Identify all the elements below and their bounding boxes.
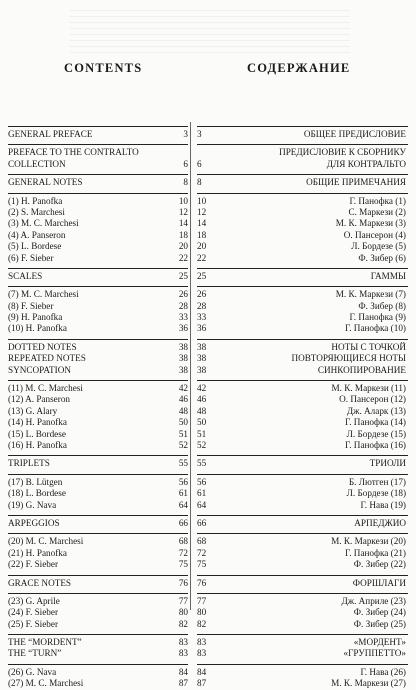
- toc-page-number: 48: [178, 405, 188, 416]
- toc-title: SYNCOPATION: [8, 364, 71, 375]
- toc-row: [8, 286, 188, 300]
- toc-page-number: 33: [178, 312, 188, 323]
- toc-title: (4) A. Panseron: [8, 229, 66, 240]
- toc-page-number: 38: [197, 341, 207, 352]
- toc-title: COLLECTION: [8, 158, 66, 169]
- toc-row: [197, 380, 408, 394]
- toc-page-number: 42: [197, 383, 207, 394]
- toc-title: REPEATED NOTES: [8, 353, 86, 364]
- toc-row: [197, 500, 408, 511]
- toc-page-number: 3: [183, 129, 188, 139]
- toc-title: ОБЩИЕ ПРИМЕЧАНИЯ: [306, 177, 406, 188]
- toc-page-number: 84: [197, 666, 207, 677]
- toc-page-number: 68: [197, 536, 207, 547]
- toc-page-number: 14: [197, 218, 207, 229]
- toc-title: ДЛЯ КОНТРАЛЬТО: [326, 158, 406, 169]
- toc-row: [197, 417, 408, 428]
- toc-title: Ф. Зибер (24): [353, 607, 406, 618]
- toc-title: DOTTED NOTES: [8, 341, 77, 352]
- toc-page-number: 55: [197, 458, 207, 469]
- toc-page-number: 38: [178, 353, 188, 364]
- toc-title: Дж. Априле (23): [341, 595, 406, 606]
- toc-page-number: 3: [197, 129, 202, 139]
- toc-row: [8, 559, 188, 570]
- toc-page-number: 55: [178, 458, 188, 469]
- toc-page-number: 20: [178, 241, 188, 252]
- toc-row: [197, 230, 408, 241]
- toc-page-number: 75: [197, 559, 207, 570]
- toc-page-number: 12: [197, 206, 207, 217]
- toc-page-number: 80: [197, 607, 207, 618]
- toc-title: (25) F. Sieber: [8, 618, 59, 629]
- toc-title: (23) G. Aprile: [8, 595, 60, 606]
- toc-title: Ф. Зибер (6): [358, 252, 406, 263]
- toc-title: АРПЕДЖИО: [354, 517, 406, 528]
- toc-page-number: 75: [178, 559, 188, 570]
- toc-page-number: 22: [197, 252, 207, 263]
- toc-title: Ф. Зибер (22): [353, 559, 406, 570]
- toc-row: [8, 353, 188, 364]
- contents-heading-en: CONTENTS: [64, 61, 143, 75]
- toc-row: [8, 144, 188, 158]
- toc-page-number: 66: [178, 517, 188, 528]
- toc-row: [8, 500, 188, 511]
- toc-title: Г. Нава (26): [360, 666, 406, 677]
- toc-row: [8, 365, 188, 376]
- toc-page-number: 48: [197, 405, 207, 416]
- toc-row: [197, 474, 408, 488]
- toc-page-number: 61: [178, 488, 188, 499]
- russian-contents-column: [197, 122, 408, 690]
- toc-page-number: 10: [197, 195, 207, 206]
- toc-row: [197, 365, 408, 376]
- toc-page-number: 66: [197, 517, 207, 528]
- toc-title: Л. Бордезе (15): [346, 428, 406, 439]
- column-divider: [190, 122, 191, 610]
- toc-page-number: 33: [197, 312, 207, 323]
- toc-title: М. К. Маркези (27): [331, 678, 406, 689]
- toc-page-number: 83: [197, 637, 207, 648]
- toc-page-number: 14: [178, 218, 188, 229]
- toc-page-number: 28: [178, 300, 188, 311]
- toc-title: ГАММЫ: [370, 270, 406, 281]
- toc-title: М. К. Маркези (11): [331, 383, 406, 394]
- toc-page-number: 6: [197, 158, 202, 169]
- toc-title: (8) F. Sieber: [8, 300, 54, 311]
- toc-page-number: 87: [178, 678, 188, 689]
- toc-row: [197, 607, 408, 618]
- toc-row: [8, 548, 188, 559]
- toc-title: (1) H. Panofka: [8, 195, 63, 206]
- toc-title: (15) L. Bordese: [8, 428, 66, 439]
- toc-page-number: 72: [197, 547, 207, 558]
- toc-page-number: 20: [197, 241, 207, 252]
- toc-row: [8, 218, 188, 229]
- toc-title: Л. Бордезе (18): [346, 488, 406, 499]
- toc-page-number: 83: [178, 637, 188, 648]
- toc-title: (19) G. Nava: [8, 499, 57, 510]
- toc-title: Л. Бордезе (5): [351, 241, 406, 252]
- toc-row: [197, 664, 408, 678]
- toc-title: (6) F. Sieber: [8, 252, 54, 263]
- toc-page-number: 72: [178, 547, 188, 558]
- toc-row: [197, 353, 408, 364]
- toc-title: SCALES: [8, 270, 43, 281]
- toc-title: (2) S. Marchesi: [8, 206, 65, 217]
- toc-title: Г. Панофка (10): [344, 323, 406, 334]
- toc-row: [8, 323, 188, 334]
- toc-page-number: 42: [178, 383, 188, 394]
- toc-title: ПОВТОРЯЮЩИЕСЯ НОТЫ: [291, 353, 406, 364]
- toc-title: ОБЩЕЕ ПРЕДИСЛОВИЕ: [303, 129, 406, 139]
- toc-row: [197, 126, 408, 140]
- toc-title: (3) M. C. Marchesi: [8, 218, 79, 229]
- toc-title: Г. Панофка (9): [349, 312, 406, 323]
- toc-page-number: 38: [178, 364, 188, 375]
- toc-title: (24) F. Sieber: [8, 607, 59, 618]
- toc-page-number: 46: [178, 394, 188, 405]
- toc-title: Ф. Зибер (8): [358, 300, 406, 311]
- toc-title: Г. Панофка (1): [349, 195, 406, 206]
- toc-row: [197, 559, 408, 570]
- toc-row: [197, 253, 408, 264]
- toc-page-number: 26: [197, 289, 207, 300]
- toc-row: [197, 394, 408, 405]
- toc-page-number: 52: [197, 439, 207, 450]
- toc-row: [8, 253, 188, 264]
- toc-page-number: 50: [178, 417, 188, 428]
- toc-title: СИНКОПИРОВАНИЕ: [317, 364, 406, 375]
- toc-title: GENERAL NOTES: [8, 177, 83, 188]
- toc-row: [8, 455, 188, 469]
- toc-page-number: 18: [197, 229, 207, 240]
- toc-title: Б. Лютген (17): [348, 476, 406, 487]
- toc-page-number: 46: [197, 394, 207, 405]
- toc-page-number: 38: [197, 353, 207, 364]
- toc-row: [197, 593, 408, 607]
- toc-title: М. К. Маркези (20): [331, 536, 406, 547]
- toc-row: [197, 174, 408, 188]
- toc-page-number: 8: [197, 177, 202, 188]
- toc-title: Ф. Зибер (25): [353, 618, 406, 629]
- toc-row: [197, 339, 408, 353]
- toc-page-number: 56: [178, 476, 188, 487]
- toc-row: [197, 575, 408, 589]
- toc-row: [8, 634, 188, 648]
- toc-row: [8, 429, 188, 440]
- toc-row: [8, 230, 188, 241]
- toc-title: Дж. Аларк (13): [346, 405, 406, 416]
- toc-page-number: 56: [197, 476, 207, 487]
- toc-page-number: 25: [178, 270, 188, 281]
- toc-page-number: 50: [197, 417, 207, 428]
- toc-title: PREFACE TO THE CONTRALTO: [8, 147, 139, 158]
- toc-row: [8, 126, 188, 140]
- toc-page-number: 68: [178, 536, 188, 547]
- toc-page-number: 12: [178, 206, 188, 217]
- toc-row: [8, 207, 188, 218]
- toc-title: (12) A. Panseron: [8, 394, 71, 405]
- toc-page-number: 83: [197, 648, 207, 659]
- toc-row: [8, 648, 188, 659]
- toc-title: (26) G. Nava: [8, 666, 57, 677]
- toc-page-number: 80: [178, 607, 188, 618]
- toc-title: (7) M. C. Marchesi: [8, 289, 79, 300]
- toc-title: (10) H. Panofka: [8, 323, 67, 334]
- toc-row: [197, 440, 408, 451]
- toc-page-number: 52: [178, 439, 188, 450]
- toc-title: Г. Панофка (14): [344, 417, 406, 428]
- toc-row: [8, 607, 188, 618]
- toc-row: [8, 301, 188, 312]
- toc-page-number: 28: [197, 300, 207, 311]
- toc-row: [197, 455, 408, 469]
- toc-page-number: 51: [178, 428, 188, 439]
- toc-row: [197, 268, 408, 282]
- toc-title: ARPEGGIOS: [8, 517, 60, 528]
- toc-row: [197, 193, 408, 207]
- toc-title: (17) B. Lütgen: [8, 476, 63, 487]
- toc-page-number: 38: [178, 341, 188, 352]
- toc-row: [197, 619, 408, 630]
- toc-row: [197, 678, 408, 689]
- toc-row: [8, 417, 188, 428]
- toc-row: [197, 548, 408, 559]
- toc-title: (9) H. Panofka: [8, 312, 63, 323]
- toc-page-number: 76: [178, 577, 188, 588]
- toc-page-number: 77: [178, 595, 188, 606]
- toc-title: (16) H. Panofka: [8, 439, 67, 450]
- toc-title: «ГРУППЕТТО»: [343, 648, 406, 659]
- toc-row: [197, 301, 408, 312]
- toc-row: [8, 474, 188, 488]
- toc-row: [197, 286, 408, 300]
- toc-page-number: 10: [178, 195, 188, 206]
- toc-row: [197, 312, 408, 323]
- toc-row: [8, 312, 188, 323]
- toc-title: Г. Нава (19): [360, 499, 406, 510]
- toc-row: [8, 515, 188, 529]
- toc-title: (13) G. Alary: [8, 405, 58, 416]
- toc-title: (21) H. Panofka: [8, 547, 67, 558]
- toc-title: (11) M. C. Marchesi: [8, 383, 83, 394]
- toc-row: [197, 533, 408, 547]
- toc-title: НОТЫ С ТОЧКОЙ: [331, 341, 406, 352]
- toc-title: (18) L. Bordese: [8, 488, 66, 499]
- toc-page-number: 82: [178, 618, 188, 629]
- toc-title: С. Маркези (2): [348, 206, 406, 217]
- toc-title: Г. Панофка (21): [344, 547, 406, 558]
- toc-page-number: 8: [183, 177, 188, 188]
- toc-row: [8, 174, 188, 188]
- toc-page-number: 6: [183, 158, 188, 169]
- toc-title: (5) L. Bordese: [8, 241, 62, 252]
- bleed-through: [70, 8, 350, 53]
- toc-page-number: 61: [197, 488, 207, 499]
- toc-row: [8, 241, 188, 252]
- toc-page-number: 82: [197, 618, 207, 629]
- toc-row: [197, 207, 408, 218]
- toc-row: [8, 268, 188, 282]
- toc-title: М. К. Маркези (7): [335, 289, 406, 300]
- toc-page-number: 87: [197, 678, 207, 689]
- toc-page-number: 18: [178, 229, 188, 240]
- toc-title: О. Пансерон (4): [343, 229, 406, 240]
- toc-row: [197, 218, 408, 229]
- toc-page-number: 64: [178, 499, 188, 510]
- toc-row: [8, 488, 188, 499]
- toc-page-number: 22: [178, 252, 188, 263]
- toc-title: Г. Панофка (16): [344, 439, 406, 450]
- toc-row: [8, 678, 188, 689]
- toc-row: [197, 429, 408, 440]
- toc-page-number: 51: [197, 428, 207, 439]
- toc-row: [8, 406, 188, 417]
- toc-page-number: 38: [197, 364, 207, 375]
- toc-page-number: 36: [178, 323, 188, 334]
- toc-row: [8, 380, 188, 394]
- toc-row: [197, 241, 408, 252]
- toc-row: [8, 533, 188, 547]
- toc-page-number: 25: [197, 270, 207, 281]
- toc-title: THE “TURN”: [8, 648, 62, 659]
- toc-title: О. Пансерон (12): [339, 394, 406, 405]
- english-contents-column: [8, 122, 188, 690]
- toc-title: (14) H. Panofka: [8, 417, 67, 428]
- toc-title: «МОРДЕНТ»: [353, 637, 406, 648]
- toc-row: [197, 488, 408, 499]
- toc-title: THE “MORDENT”: [8, 637, 82, 648]
- toc-title: GENERAL PREFACE: [8, 129, 93, 139]
- toc-page-number: 77: [197, 595, 207, 606]
- toc-row: [8, 440, 188, 451]
- toc-row: [197, 406, 408, 417]
- toc-title: М. К. Маркези (3): [335, 218, 406, 229]
- toc-row: [197, 323, 408, 334]
- toc-page-number: [197, 147, 211, 158]
- toc-row: [197, 515, 408, 529]
- toc-page-number: 76: [197, 577, 207, 588]
- toc-row: [8, 575, 188, 589]
- contents-heading-ru: СОДЕРЖАНИЕ: [247, 61, 351, 75]
- toc-row: [8, 619, 188, 630]
- toc-row: [197, 144, 408, 158]
- toc-page-number: 83: [178, 648, 188, 659]
- toc-row: [8, 593, 188, 607]
- toc-row: [8, 193, 188, 207]
- toc-title: (20) M. C. Marchesi: [8, 536, 84, 547]
- toc-row: [8, 159, 188, 170]
- toc-row: [197, 159, 408, 170]
- toc-row: [197, 648, 408, 659]
- toc-row: [8, 664, 188, 678]
- toc-row: [197, 634, 408, 648]
- toc-title: ТРИОЛИ: [369, 458, 406, 469]
- toc-page-number: 36: [197, 323, 207, 334]
- toc-title: ФОРШЛАГИ: [352, 577, 406, 588]
- toc-title: TRIPLETS: [8, 458, 50, 469]
- toc-title: (27) M. C. Marchesi: [8, 678, 84, 689]
- toc-row: [8, 339, 188, 353]
- toc-page-number: 64: [197, 499, 207, 510]
- toc-page-number: [174, 147, 188, 158]
- toc-title: ПРЕДИСЛОВИЕ К СБОРНИКУ: [279, 147, 406, 158]
- toc-row: [8, 394, 188, 405]
- toc-title: (22) F. Sieber: [8, 559, 59, 570]
- toc-page-number: 84: [178, 666, 188, 677]
- toc-title: GRACE NOTES: [8, 577, 72, 588]
- toc-page-number: 26: [178, 289, 188, 300]
